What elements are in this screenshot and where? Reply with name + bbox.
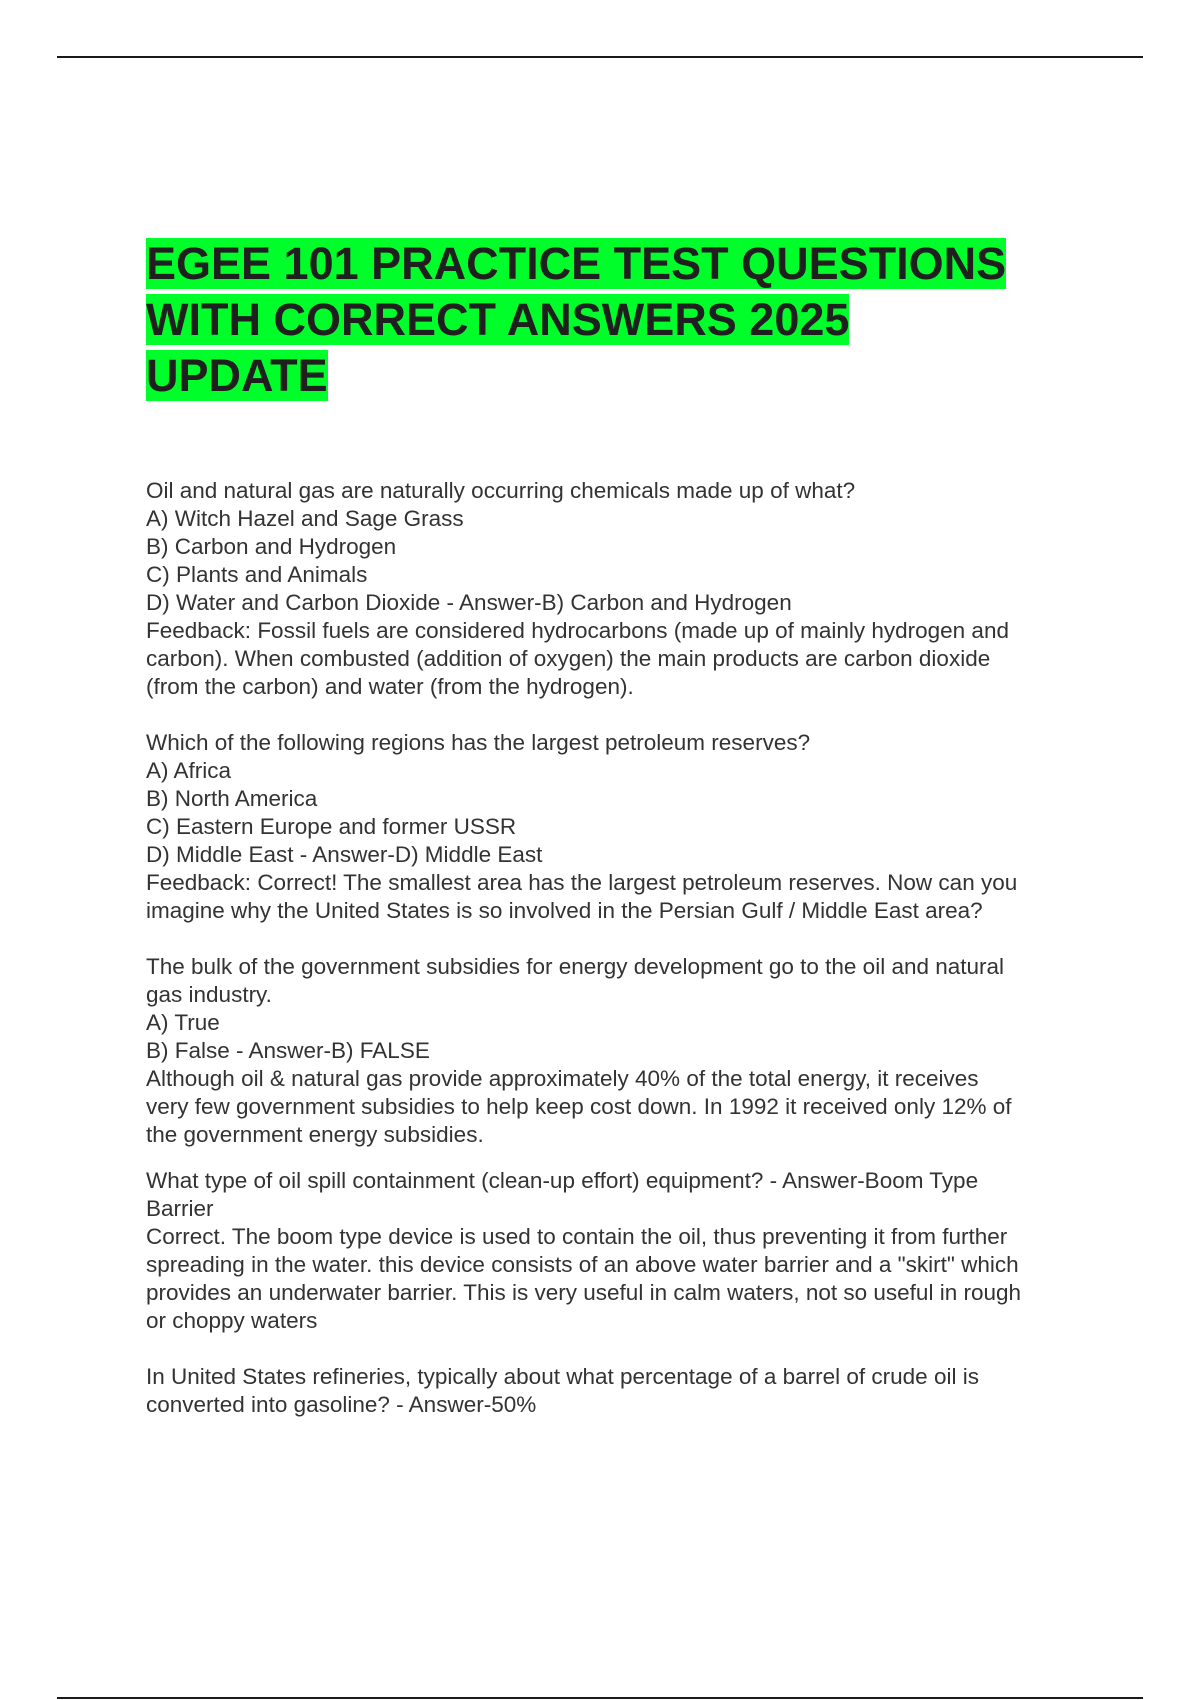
title-line: UPDATE bbox=[146, 350, 328, 401]
document-title bbox=[146, 236, 1146, 404]
title-line: WITH CORRECT ANSWERS 2025 bbox=[146, 294, 850, 345]
document-body bbox=[146, 477, 1106, 1419]
feedback-text: or choppy waters bbox=[146, 1308, 318, 1333]
feedback-text: provides an underwater barrier. This is very useful in calm waters, not so useful in rough bbox=[146, 1280, 1022, 1305]
answer-option: D) Middle East - Answer-D) Middle East bbox=[146, 842, 543, 867]
question-text: Oil and natural gas are naturally occurring chemicals made up of what? bbox=[146, 478, 856, 503]
top-divider bbox=[57, 56, 1143, 58]
feedback-text: imagine why the United States is so involved in the Persian Gulf / Middle East area? bbox=[146, 898, 983, 923]
question-text: In United States refineries, typically about what percentage of a barrel of crude oil is bbox=[146, 1364, 979, 1389]
title-line: EGEE 101 PRACTICE TEST QUESTIONS bbox=[146, 238, 1007, 289]
question-block-2 bbox=[146, 729, 1106, 925]
feedback-text: Feedback: Fossil fuels are considered hydrocarbons (made up of mainly hydrogen and bbox=[146, 618, 1009, 643]
bottom-divider bbox=[57, 1697, 1143, 1699]
question-text: gas industry. bbox=[146, 982, 272, 1007]
feedback-text: Although oil & natural gas provide approximately 40% of the total energy, it receives bbox=[146, 1066, 979, 1091]
answer-option: C) Plants and Animals bbox=[146, 562, 368, 587]
feedback-text: Correct. The boom type device is used to contain the oil, thus preventing it from further bbox=[146, 1224, 1008, 1249]
question-text: Which of the following regions has the largest petroleum reserves? bbox=[146, 730, 811, 755]
question-text: Barrier bbox=[146, 1196, 214, 1221]
answer-option: C) Eastern Europe and former USSR bbox=[146, 814, 517, 839]
answer-option: A) Witch Hazel and Sage Grass bbox=[146, 506, 464, 531]
feedback-text: Feedback: Correct! The smallest area has the largest petroleum reserves. Now can you bbox=[146, 870, 1018, 895]
question-block-5 bbox=[146, 1363, 1106, 1419]
feedback-text: spreading in the water. this device consists of an above water barrier and a "skirt" which bbox=[146, 1252, 1019, 1277]
question-text: What type of oil spill containment (clean-up effort) equipment? - Answer-Boom Type bbox=[146, 1168, 979, 1193]
feedback-text: the government energy subsidies. bbox=[146, 1122, 484, 1147]
question-block-3 bbox=[146, 953, 1106, 1149]
answer-option: B) Carbon and Hydrogen bbox=[146, 534, 397, 559]
question-block-4 bbox=[146, 1167, 1106, 1335]
answer-option: B) North America bbox=[146, 786, 318, 811]
question-text: converted into gasoline? - Answer-50% bbox=[146, 1392, 537, 1417]
feedback-text: carbon). When combusted (addition of oxygen) the main products are carbon dioxide bbox=[146, 646, 991, 671]
answer-option: D) Water and Carbon Dioxide - Answer-B) Carbon and Hydrogen bbox=[146, 590, 792, 615]
answer-option: A) Africa bbox=[146, 758, 232, 783]
answer-option: A) True bbox=[146, 1010, 220, 1035]
question-block-1 bbox=[146, 477, 1106, 701]
answer-option: B) False - Answer-B) FALSE bbox=[146, 1038, 430, 1063]
question-text: The bulk of the government subsidies for energy development go to the oil and natural bbox=[146, 954, 1005, 979]
feedback-text: (from the carbon) and water (from the hydrogen). bbox=[146, 674, 634, 699]
feedback-text: very few government subsidies to help keep cost down. In 1992 it received only 12% of bbox=[146, 1094, 1012, 1119]
